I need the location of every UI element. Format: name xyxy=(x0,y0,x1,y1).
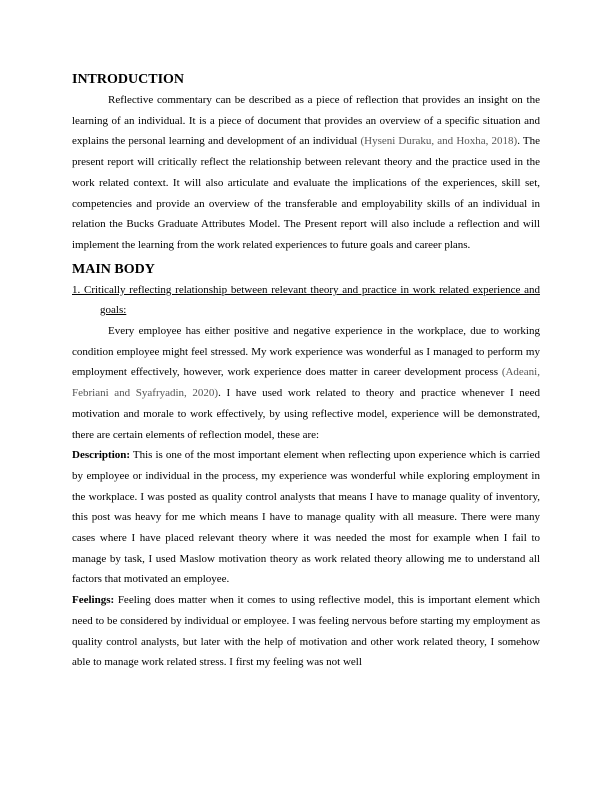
section1-title: 1. Critically reflecting relationship between relevant theory and practice in work related experience and goals: xyxy=(72,283,540,317)
section1-text-a: Every employee has either positive and negative experience in the workplace, due to working condition employee might feel stressed. My work experience was wonderful as I managed to perform my employment effectively, however, work experience does matter in career development process xyxy=(72,325,540,379)
introduction-paragraph xyxy=(72,90,540,256)
intro-citation: (Hyseni Duraku, and Hoxha, 2018) xyxy=(360,135,518,148)
description-label: Description: xyxy=(72,449,131,462)
main-body-heading: MAIN BODY xyxy=(72,261,155,277)
description-text: This is one of the most important element when reflecting upon experience which is carried by employee or individual in the process, my experience was wonderful while exploring employment in the workplace. I was posted as quality control analysts that means I have to manage quality of inventory, this post was heavy for me which means I have to manage quality with all measure. There were many cases where I have placed relevant theory where it was needed the most for example when I fail to manage by task, I used Maslow motivation theory as work related theory allowing me to understand all factors that motivated an employee. xyxy=(72,449,540,586)
feelings-text: Feeling does matter when it comes to using reflective model, this is important element which need to be considered by individual or employee. I was feeling nervous before starting my employment as quality control analysts, but later with the help of motivation and other work related theory, I somehow able to manage work related stress. I first my feeling was not well xyxy=(72,594,540,669)
feelings-paragraph xyxy=(72,590,540,673)
section1-citation: (Adeani, Febriani and Syafryadin, 2020) xyxy=(72,366,540,400)
description-paragraph xyxy=(72,445,540,590)
section1-text-b: . I have used work related to theory and practice whenever I need motivation and morale to work effectively, by using reflective model, experience will be demonstrated, there are certain elements of reflection model, these are: xyxy=(72,387,540,441)
feelings-label: Feelings: xyxy=(72,594,115,607)
section1-paragraph xyxy=(72,321,540,445)
intro-text-b: . The present report will critically reflect the relationship between relevant theory and the practice used in the work related context. It will also articulate and evaluate the implications of the experiences, skill set, competencies and provide an overview of the transferable and employability skills of an individual in relation the Bucks Graduate Attributes Model. The Present report will also include a reflection and will implement the learning from the work related experiences to future goals and career plans. xyxy=(72,135,540,251)
intro-text-a: Reflective commentary can be described as a piece of reflection that provides an insight on the learning of an individual. It is a piece of document that provides an overview of a specific situation and explains the personal learning and development of an individual xyxy=(72,94,540,148)
introduction-heading: INTRODUCTION xyxy=(72,72,185,87)
